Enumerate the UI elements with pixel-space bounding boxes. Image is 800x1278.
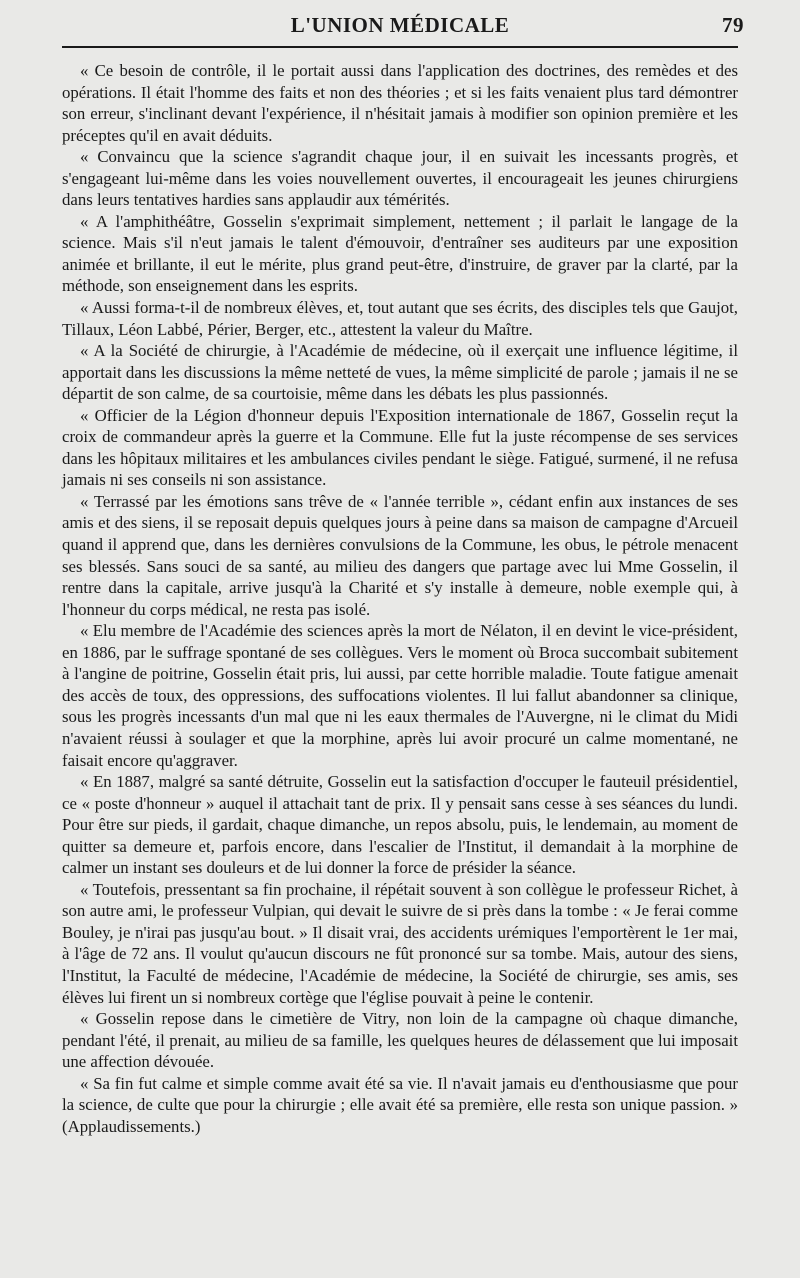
paragraph: « A l'amphithéâtre, Gosselin s'exprimait simplement, nettement ; il parlait le langage de la science. Mais s'il n'eut jamais le talent d'émouvoir, d'entraîner ses auditeurs par une exposition animée et brillante, il eut le mérite, plus grand peut-être, d'instruire, de graver par la clarté, par la méthode, son enseignement dans les esprits. [62, 211, 738, 296]
paragraph: « Elu membre de l'Académie des sciences après la mort de Nélaton, il en devint le vice-président, en 1886, par le suffrage spontané de ses collègues. Vers le moment où Broca succombait subitement à l'angine de poitrine, Gosselin était pris, lui aussi, par cette horrible maladie. Toute fatigue amenait des accès de toux, des oppressions, des suffocations violentes. Il lui fallut abandonner sa clinique, sous les progrès incessants d'un mal que ni les eaux thermales de l'Auvergne, ni le climat du Midi n'avaient réussi à soulager et que la morphine, après lui avoir procuré un calme momentané, ne faisait encore qu'aggraver. [62, 621, 738, 770]
page-number: 79 [722, 13, 744, 37]
paragraph: « En 1887, malgré sa santé détruite, Gosselin eut la satisfaction d'occuper le fauteuil présidentiel, ce « poste d'honneur » auquel il attachait tant de prix. Il y pensait sans cesse à ses séances du lundi. Pour être sur pieds, il gardait, chaque dimanche, un repos absolu, puis, le lendemain, au moment de quitter sa demeure et, parfois encore, dans l'escalier de l'Institut, il demandait à la morphine de calmer un instant ses douleurs et de lui donner la force de présider la séance. [62, 772, 738, 878]
paragraph: « Aussi forma-t-il de nombreux élèves, et, tout autant que ses écrits, des disciples tels que Gaujot, Tillaux, Léon Labbé, Périer, Berger, etc., attestent la valeur du Maître. [62, 298, 738, 339]
paragraph: « Terrassé par les émotions sans trêve de « l'année terrible », cédant enfin aux instances de ses amis et des siens, il se reposait depuis quelques jours à peine dans sa maison de campagne d'Arcueil quand il apprend que, dans les dernières convulsions de la Commune, les obus, le pétrole menacent ses blessés. Sans souci de sa santé, au milieu des dangers que partage avec lui Mme Gosselin, il rentre dans la capitale, arrive jusqu'à la Charité et s'y installe à demeure, noble exemple qui, à l'honneur du corps médical, ne resta pas isolé. [62, 491, 738, 619]
paragraph: « Ce besoin de contrôle, il le portait aussi dans l'application des doctrines, des remèdes et des opérations. Il était l'homme des faits et non des théories ; et si les faits venaient plus tard démontrer son erreur, s'inclinant devant l'expérience, il n'hésitait jamais à modifier son opinion première et les préceptes qu'il en avait déduits. [62, 61, 738, 145]
paragraph: « Gosselin repose dans le cimetière de Vitry, non loin de la campagne où chaque dimanche, pendant l'été, il prenait, au milieu de sa famille, les quelques heures de délassement que lui imposait une affection dévouée. [62, 1009, 738, 1072]
paragraph: « Officier de la Légion d'honneur depuis l'Exposition internationale de 1867, Gosselin reçut la croix de commandeur après la guerre et la Commune. Elle fut la juste récompense de ses services dans les hôpitaux militaires et les ambulances civiles pendant le siège. Fatigué, surmené, il ne refusa jamais ni ses conseils ni son assistance. [62, 405, 738, 490]
article-body [62, 60, 738, 1137]
paragraph: « A la Société de chirurgie, à l'Académie de médecine, où il exerçait une influence légitime, il apportait dans les discussions la même netteté de vues, la même simplicité de parole ; jamais il ne se départit de son calme, de sa courtoisie, même dans les débats les plus passionnés. [62, 341, 738, 404]
header-rule [62, 46, 738, 48]
journal-title: L'UNION MÉDICALE [290, 13, 510, 37]
paragraph: « Toutefois, pressentant sa fin prochaine, il répétait souvent à son collègue le professeur Richet, à son autre ami, le professeur Vulpian, qui devait le suivre de si près dans la tombe : « Je ferai comme Bouley, je n'irai pas jusqu'au bout. » Il disait vrai, des accidents urémiques l'emportèrent le 1er mai, à l'âge de 72 ans. Il voulut qu'aucun discours ne fût prononcé sur sa tombe. Mais, autour des siens, l'Institut, la Faculté de médecine, l'Académie de médecine, la Société de chirurgie, ses amis, ses élèves lui firent un si nombreux cortège que l'église pouvait à peine le contenir. [62, 879, 738, 1007]
paragraph: « Sa fin fut calme et simple comme avait été sa vie. Il n'avait jamais eu d'enthousiasme que pour la science, de culte que pour la chirurgie ; elle avait été sa première, elle resta son unique passion. » (Applaudissements.) [62, 1073, 738, 1136]
running-header [62, 10, 744, 40]
paragraph: « Convaincu que la science s'agrandit chaque jour, il en suivait les incessants progrès, et s'engageant lui-même dans les voies nouvellement ouvertes, il encourageait les jeunes chirurgiens dans leurs tentatives hardies sans applaudir aux témérités. [62, 147, 738, 210]
